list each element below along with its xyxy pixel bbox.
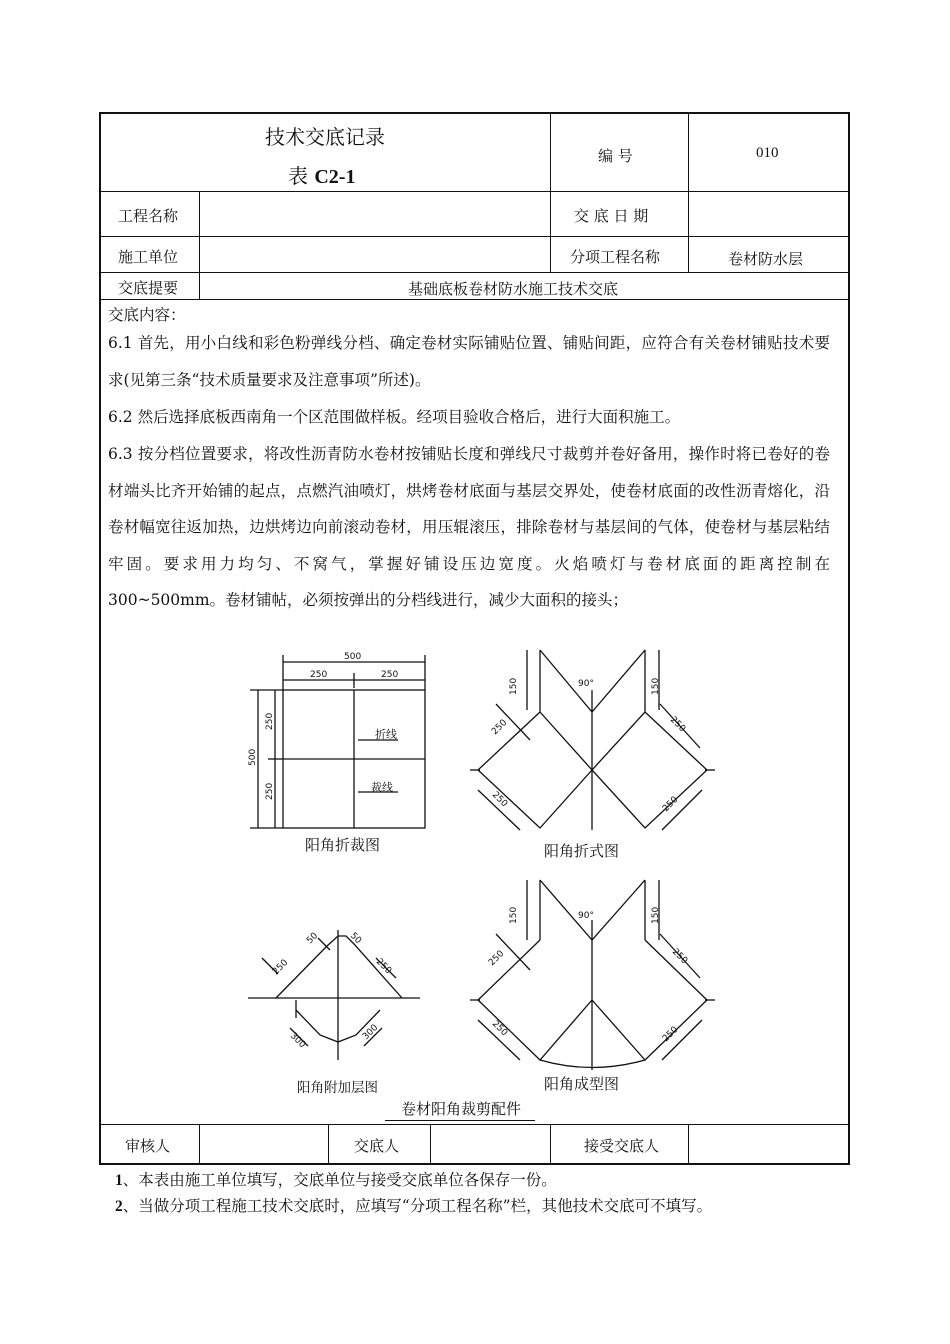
figure-group-caption: 卷材阳角裁剪配件 xyxy=(401,1100,522,1118)
paragraph-6-1: 6.1 首先，用小白线和彩色粉弹线分档、确定卷材实际铺贴位置、铺贴间距，应符合有关卷材铺贴技术要求(见第三条“技术质量要求及注意事项”所述)。 xyxy=(108,334,830,389)
fig3-dim-c: 50 xyxy=(305,930,321,947)
group-caption-underline xyxy=(385,1120,535,1121)
fig3-dim-f: 300 xyxy=(361,1022,381,1043)
fig4-dim-b: 250 xyxy=(669,947,690,967)
fig2-angle: 90° xyxy=(578,679,594,689)
fig2-dim-c: 250 xyxy=(489,790,510,810)
fig4-caption: 阳角成型图 xyxy=(544,1075,620,1093)
fig4-dim-c: 250 xyxy=(489,1019,510,1039)
form-title: 技术交底记录 xyxy=(265,125,385,149)
fig4-dim-f: 150 xyxy=(651,906,661,924)
paragraph-6-2: 6.2 然后选择底板西南角一个区范围做样板。经项目验收合格后，进行大面积施工。 xyxy=(108,408,681,426)
number-label: 编 号 xyxy=(598,147,633,165)
summary-value[interactable]: 基础底板卷材防水施工技术交底 xyxy=(408,280,619,298)
fig2-dim-d: 250 xyxy=(661,794,681,815)
fig4-formed-diagram xyxy=(470,880,715,1070)
fig1-dim-half-a: 250 xyxy=(310,670,328,680)
receiver-label: 接受交底人 xyxy=(584,1137,660,1155)
fig3-dim-b: 250 xyxy=(373,957,394,977)
fig1-caption: 阳角折裁图 xyxy=(305,836,381,854)
note-2: 2、当做分项工程施工技术交底时，应填写“分项工程名称”栏，其他技术交底可不填写。 xyxy=(115,1197,713,1215)
project-name-label: 工程名称 xyxy=(118,207,179,225)
fig3-dim-e: 300 xyxy=(287,1031,308,1051)
paragraph-6-3: 6.3 按分档位置要求，将改性沥青防水卷材按铺贴长度和弹线尺寸裁剪并卷好备用，操作时将已卷好的卷材端头比齐开始铺的起点，点燃汽油喷灯，烘烤卷材底面与基层交界处，使卷材底面的改性沥青熔化，沿卷材幅宽往返加热，边烘烤边向前滚动卷材，用压辊滚压，排除卷材与基层间的气体，使卷材与基层粘结牢固。要求用力均匀、不窝气，掌握好铺设压边宽度。火焰喷灯与卷材底面的距离控制在 300~500mm。卷材铺帖，必须按弹出的分档线进行，减少大面积的接头； xyxy=(108,445,830,609)
date-label: 交 底 日 期 xyxy=(574,207,649,225)
fig3-caption: 阳角附加层图 xyxy=(297,1080,378,1096)
reviewer-label: 审核人 xyxy=(125,1137,171,1155)
fig1-dim-total: 500 xyxy=(344,652,362,662)
subproject-label: 分项工程名称 xyxy=(570,248,661,266)
note-1: 1、本表由施工单位填写，交底单位与接受交底单位各保存一份。 xyxy=(115,1171,557,1189)
fig3-additional-layer-diagram xyxy=(248,930,420,1060)
fig1-dim-v-b: 250 xyxy=(265,782,275,800)
fig2-dim-b: 250 xyxy=(667,715,688,735)
fig3-dim-d: 50 xyxy=(347,931,364,947)
fig1-dim-v-a: 250 xyxy=(265,712,275,730)
fig1-dim-half-b: 250 xyxy=(381,670,399,680)
fig1-dim-v-total: 500 xyxy=(248,748,258,766)
fig1-fold-label: 折线 xyxy=(375,728,397,741)
form-code: 表 C2-1 xyxy=(288,164,356,188)
number-value: 010 xyxy=(756,145,779,161)
content-heading: 交底内容： xyxy=(108,306,186,324)
fig2-dim-e: 150 xyxy=(509,677,519,695)
fig4-angle: 90° xyxy=(578,911,594,921)
fig1-fold-cut-diagram xyxy=(250,655,425,828)
subproject-value[interactable]: 卷材防水层 xyxy=(728,250,804,268)
fig4-dim-d: 250 xyxy=(661,1024,681,1045)
fig1-cut-label: 裁线 xyxy=(371,781,393,794)
fig2-dim-f: 150 xyxy=(651,677,661,695)
unit-label: 施工单位 xyxy=(118,248,179,266)
fig2-dim-a: 250 xyxy=(490,717,510,738)
discloser-label: 交底人 xyxy=(354,1137,400,1155)
fig3-dim-a: 250 xyxy=(271,957,291,978)
summary-label: 交底提要 xyxy=(118,279,179,297)
fig4-dim-a: 250 xyxy=(487,948,507,969)
fig4-dim-e: 150 xyxy=(509,906,519,924)
fig2-caption: 阳角折式图 xyxy=(544,842,620,860)
